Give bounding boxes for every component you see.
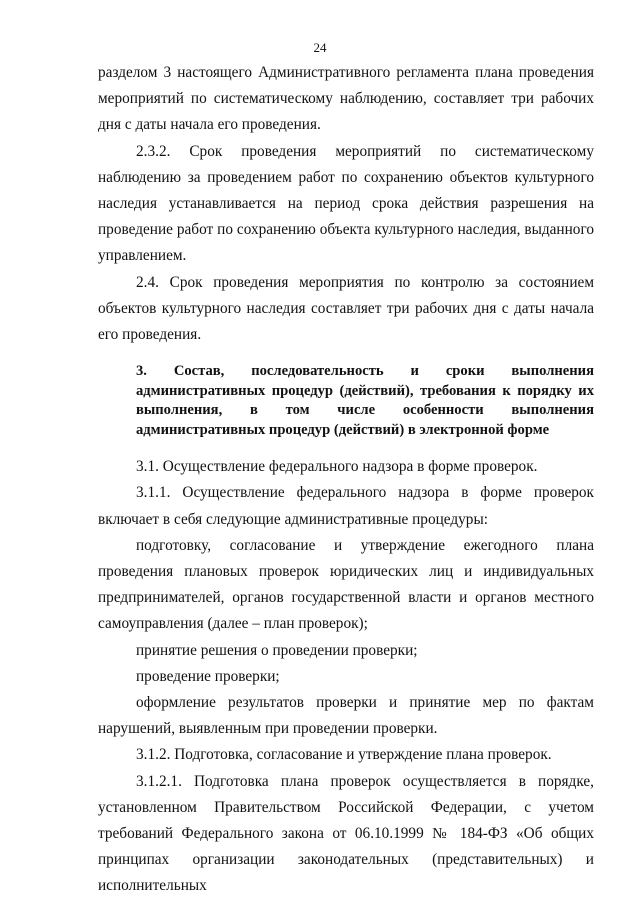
paragraph: разделом 3 настоящего Административного регламента плана проведения мероприятий по систематическому наблюдению, составляет три рабочих дня с даты начала его проведения. [98,64,594,134]
page-body [98,60,594,900]
paragraph-3-1-1: 3.1.1. Осуществление федерального надзора в форме проверок включает в себя следующие административные процедуры: [98,484,594,528]
paragraph-3-1-2-1: 3.1.2.1. Подготовка плана проверок осуществляется в порядке, установленном Правительством Российской Федерации, с учетом требований Федерального закона от 06.10.1999 № 184-ФЗ «Об общих принципах организации законодательных (представительных) и исполнительных [98,772,594,895]
list-item-results: оформление результатов проверки и принятие мер по фактам нарушений, выявленным при проведении проверки. [98,694,594,738]
page-number: 24 [313,40,327,55]
list-item-plan-preparation: подготовку, согласование и утверждение ежегодного плана проведения плановых проверок юридических лиц и индивидуальных предпринимателей, органов государственной власти и органов местного самоуправления (далее – план проверок); [98,536,594,633]
list-item-inspection: проведение проверки; [136,667,280,685]
paragraph-2-3-2: 2.3.2. Срок проведения мероприятий по систематическому наблюдению за проведением работ по сохранению объектов культурного наследия устанавливается на период срока действия разрешения на проведение работ по сохранению объекта культурного наследия, выданного управлением. [98,142,594,265]
paragraph-2-4: 2.4. Срок проведения мероприятия по контролю за состоянием объектов культурного наследия составляет три рабочих дня с даты начала его проведения. [98,273,594,344]
paragraph-3-1: 3.1. Осуществление федерального надзора в форме проверок. [136,458,538,476]
paragraph-3-1-2: 3.1.2. Подготовка, согласование и утверждение плана проверок. [136,746,552,764]
section-heading: 3. Состав, последовательность и сроки выполнения административных процедур (действий), требования к порядку их выполнения, в том числе особенности выполнения административных процедур (действий) в электронной форме [136,363,594,438]
list-item-decision: принятие решения о проведении проверки; [136,641,418,659]
